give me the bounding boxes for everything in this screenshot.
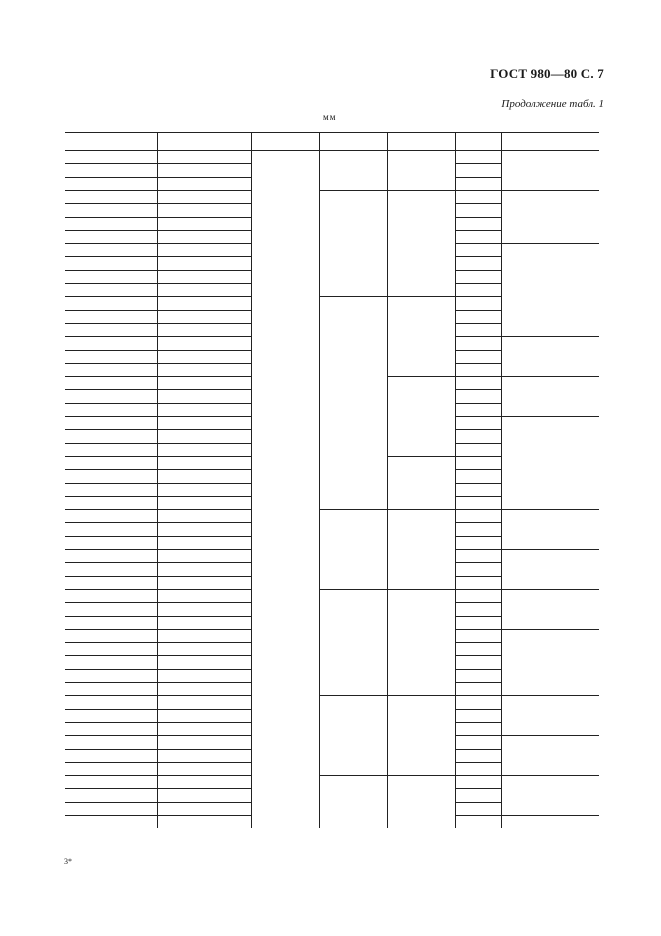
designation-cell [79,456,159,469]
designation-cell [79,629,159,642]
bore-diameter-cell [387,190,455,296]
outer-diameter-cell [319,695,387,775]
table-continuation-note: Продолжение табл. 1 [501,98,604,110]
b-cell [455,576,501,589]
b-cell [455,310,501,323]
designation-cell [79,203,159,216]
b-cell [455,256,501,269]
designation-cell [79,363,159,376]
bore-diameter-cell [387,456,455,509]
designation-cell [79,695,159,708]
b-cell [455,788,501,801]
b-cell [455,522,501,535]
teeth-count-cell [501,775,599,815]
b-cell [455,669,501,682]
designation-cell [79,190,159,203]
b-cell [455,296,501,309]
group-rule [501,376,599,377]
designation-cell [79,788,159,801]
designation-cell [79,749,159,762]
designation-cell [79,549,159,562]
designation-cell [79,283,159,296]
designation-cell [79,389,159,402]
b-cell [455,150,501,163]
designation-cell [79,429,159,442]
b-cell [455,443,501,456]
designation-cell [79,443,159,456]
designation-cell [79,669,159,682]
b-cell [455,483,501,496]
teeth-count-cell [501,336,599,376]
designation-cell [79,576,159,589]
teeth-count-cell [501,509,599,549]
b-cell [455,230,501,243]
b-cell [455,217,501,230]
b-cell [455,190,501,203]
b-cell [455,376,501,389]
b-cell [455,775,501,788]
b-cell [455,629,501,642]
b-cell [455,536,501,549]
b-cell [455,695,501,708]
b-cell [455,722,501,735]
designation-cell [79,536,159,549]
b-cell [455,350,501,363]
outer-diameter-cell [319,190,387,296]
designation-cell [79,709,159,722]
designation-cell [79,602,159,615]
b-cell [455,762,501,775]
table-top-rule [65,132,599,133]
designation-cell [79,735,159,748]
designation-cell [79,509,159,522]
designation-cell [79,522,159,535]
designation-cell [79,483,159,496]
designation-cell [79,722,159,735]
b-cell [455,749,501,762]
b-cell [455,642,501,655]
designation-cell [79,336,159,349]
b-cell [455,163,501,176]
outer-diameter-cell [319,296,387,509]
ispolnenie-cell [251,150,319,828]
b-cell [455,709,501,722]
bore-diameter-cell [387,775,455,828]
designation-cell [79,416,159,429]
designation-cell [79,775,159,788]
teeth-count-cell [501,735,599,775]
designation-cell [79,642,159,655]
b-cell [455,243,501,256]
bore-diameter-cell [387,589,455,695]
b-cell [455,616,501,629]
b-cell [455,363,501,376]
bore-diameter-cell [387,695,455,775]
b-cell [455,496,501,509]
teeth-count-cell [501,416,599,509]
designation-cell [79,762,159,775]
b-cell [455,270,501,283]
b-cell [455,416,501,429]
b-cell [455,562,501,575]
designation-cell [79,296,159,309]
bore-diameter-cell [387,376,455,456]
b-cell [455,456,501,469]
designation-cell [79,403,159,416]
b-cell [455,682,501,695]
designation-cell [79,163,159,176]
page-mark: 3* [64,857,72,866]
designation-cell [79,256,159,269]
data-table [65,132,599,843]
designation-cell [79,815,159,828]
b-cell [455,389,501,402]
b-cell [455,429,501,442]
designation-cell [79,496,159,509]
teeth-count-cell [501,815,599,828]
designation-cell [79,217,159,230]
designation-cell [79,616,159,629]
b-cell [455,549,501,562]
designation-cell [79,310,159,323]
group-rule [319,775,387,776]
designation-cell [79,655,159,668]
designation-cell [79,323,159,336]
designation-cell [79,802,159,815]
bore-diameter-cell [387,509,455,589]
teeth-count-cell [501,243,599,336]
b-cell [455,735,501,748]
b-cell [455,602,501,615]
designation-cell [79,682,159,695]
designation-cell [79,230,159,243]
designation-cell [79,150,159,163]
b-cell [455,203,501,216]
designation-cell [79,589,159,602]
designation-cell [79,376,159,389]
b-cell [455,815,501,828]
b-cell [455,802,501,815]
designation-cell [79,469,159,482]
b-cell [455,323,501,336]
teeth-count-cell [501,190,599,243]
designation-cell [79,177,159,190]
teeth-count-cell [501,695,599,735]
unit-label: мм [323,112,337,122]
outer-diameter-cell [319,589,387,695]
teeth-count-cell [501,150,599,190]
standard-header: ГОСТ 980—80 С. 7 [490,66,604,81]
b-cell [455,509,501,522]
b-cell [455,403,501,416]
teeth-count-cell [501,549,599,589]
bore-diameter-cell [387,150,455,190]
designation-cell [79,350,159,363]
b-cell [455,469,501,482]
b-cell [455,336,501,349]
outer-diameter-cell [319,509,387,589]
teeth-count-cell [501,629,599,696]
teeth-count-cell [501,589,599,629]
bore-diameter-cell [387,296,455,376]
b-cell [455,655,501,668]
designation-cell [79,243,159,256]
outer-diameter-cell [319,150,387,190]
designation-cell [79,562,159,575]
designation-cell [79,270,159,283]
b-cell [455,589,501,602]
b-cell [455,177,501,190]
b-cell [455,283,501,296]
